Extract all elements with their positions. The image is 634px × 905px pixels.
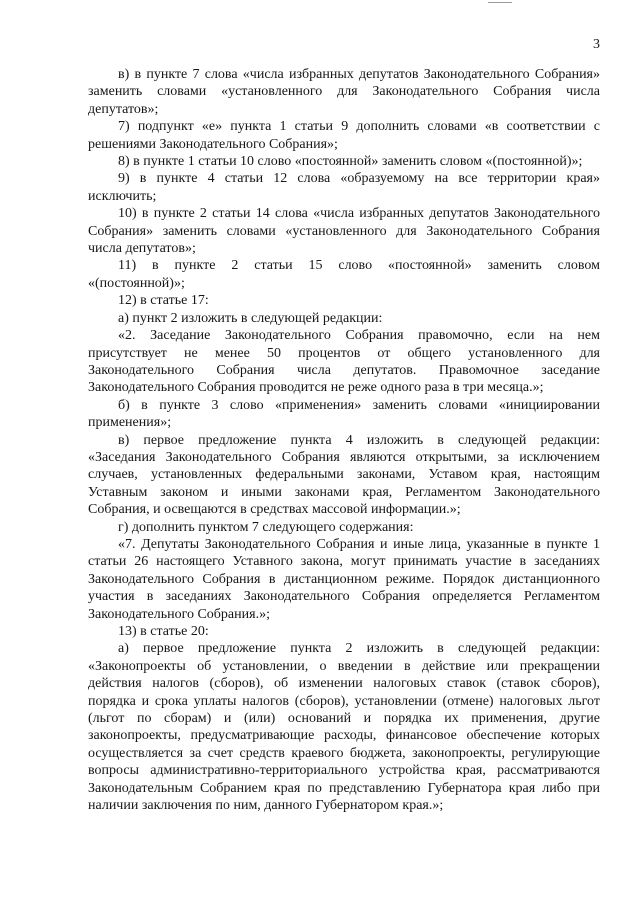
paragraph [88,327,600,397]
text-line: в) первое предложение пункта 4 изложить в следующей редакции: [118,432,600,448]
paragraph [88,623,600,640]
text-line: осуществляется за счет средств краевого бюджета, законопроекты, регулирующие [88,745,600,761]
paragraph [88,536,600,623]
text-line: заменить словами «установленного для Законодательного Собрания числа [88,84,600,100]
text-line: Собрания, и освещаются в средствах массовой информации.»; [88,502,461,518]
text-line: Собрания» заменить словами «установленного для Законодательного Собрания [88,223,600,239]
paragraph [88,519,600,536]
text-line: исключить; [88,188,157,204]
text-line: 11) в пункте 2 статьи 15 слово «постоянной» заменить словом [118,258,600,274]
text-line: наличии заключения по ним, данного Губернатором края.»; [88,798,444,814]
paragraph [88,257,600,292]
text-line: 8) в пункте 1 статьи 10 слово «постоянной» заменить словом «(постоянной)»; [118,154,583,170]
text-line: Законодательного Собрания проводится не реже одного раза в три месяца.»; [88,380,544,396]
text-line: применения»; [88,415,172,431]
paragraph [88,66,600,118]
paragraph [88,640,600,814]
text-line: (льгот по сборам) и (или) оснований и порядка их применения, другие [88,711,600,727]
text-line: 7) подпункт «е» пункта 1 статьи 9 дополнить словами «в соответствии с [118,119,600,135]
text-line: 9) в пункте 4 статьи 12 слова «образуемому на все территории края» [118,171,600,187]
paragraph [88,432,600,519]
text-line: 13) в статье 20: [118,624,209,639]
text-line: в) в пункте 7 слова «числа избранных депутатов Законодательного Собрания» [118,67,600,82]
page-number: 3 [593,37,600,52]
text-line: депутатов»; [88,101,159,117]
document-body [88,66,600,814]
text-line: «Заседания Законодательного Собрания являются открытыми, за исключением [88,449,600,465]
text-line: случаев, установленных федеральными законами, Уставом края, настоящим [88,467,600,483]
scan-artifact [488,2,512,3]
text-line: Законодательного Собрания в дистанционном режиме. Порядок дистанционного [88,571,600,587]
text-line: «(постоянной)»; [88,275,185,291]
text-line: порядка и срока уплаты налогов (сборов), установлении (отмене) налоговых льгот [88,693,600,709]
text-line: участия в заседаниях Законодательного Собрания определяется Регламентом [88,589,600,605]
text-line: законопроекты, предусматривающие расходы, финансовое обеспечение которых [88,728,600,744]
paragraph [88,153,600,170]
paragraph [88,397,600,432]
text-line: «7. Депутаты Законодательного Собрания и иные лица, указанные в пункте 1 [118,536,600,552]
paragraph [88,170,600,205]
text-line: «2. Заседание Законодательного Собрания правомочно, если на нем [118,328,600,344]
paragraph [88,118,600,153]
text-line: «Законопроекты об установлении, о введении в действие или прекращении [88,658,600,674]
text-line: Уставным законом и иными законами края, Регламентом Законодательного [88,484,600,500]
text-line: 12) в статье 17: [118,293,209,309]
text-line: Законодательного Собрания.»; [88,606,270,622]
text-line: статьи 26 настоящего Уставного закона, могут принимать участие в заседаниях [88,554,600,570]
text-line: присутствует не менее 50 процентов от общего установленного для [88,345,600,361]
text-line: б) в пункте 3 слово «применения» заменить словами «инициировании [118,397,600,413]
paragraph [88,292,600,309]
text-line: г) дополнить пунктом 7 следующего содержания: [118,519,414,535]
paragraph [88,205,600,257]
text-line: действия налогов (сборов), об изменении налоговых ставок (ставок сборов), [88,676,600,692]
text-line: Законодательного Собрания числа депутатов. Правомочное заседание [88,362,600,378]
text-line: а) первое предложение пункта 2 изложить в следующей редакции: [118,641,600,657]
text-line: числа депутатов»; [88,241,196,257]
paragraph [88,310,600,327]
text-line: Законодательным Собранием края по представлению Губернатора края либо при [88,780,600,796]
text-line: а) пункт 2 изложить в следующей редакции: [118,310,383,326]
text-line: 10) в пункте 2 статьи 14 слова «числа избранных депутатов Законодательного [118,206,600,222]
text-line: вопросы административно-территориального устройства края, рассматриваются [88,763,600,779]
text-line: решениями Законодательного Собрания»; [88,136,338,152]
